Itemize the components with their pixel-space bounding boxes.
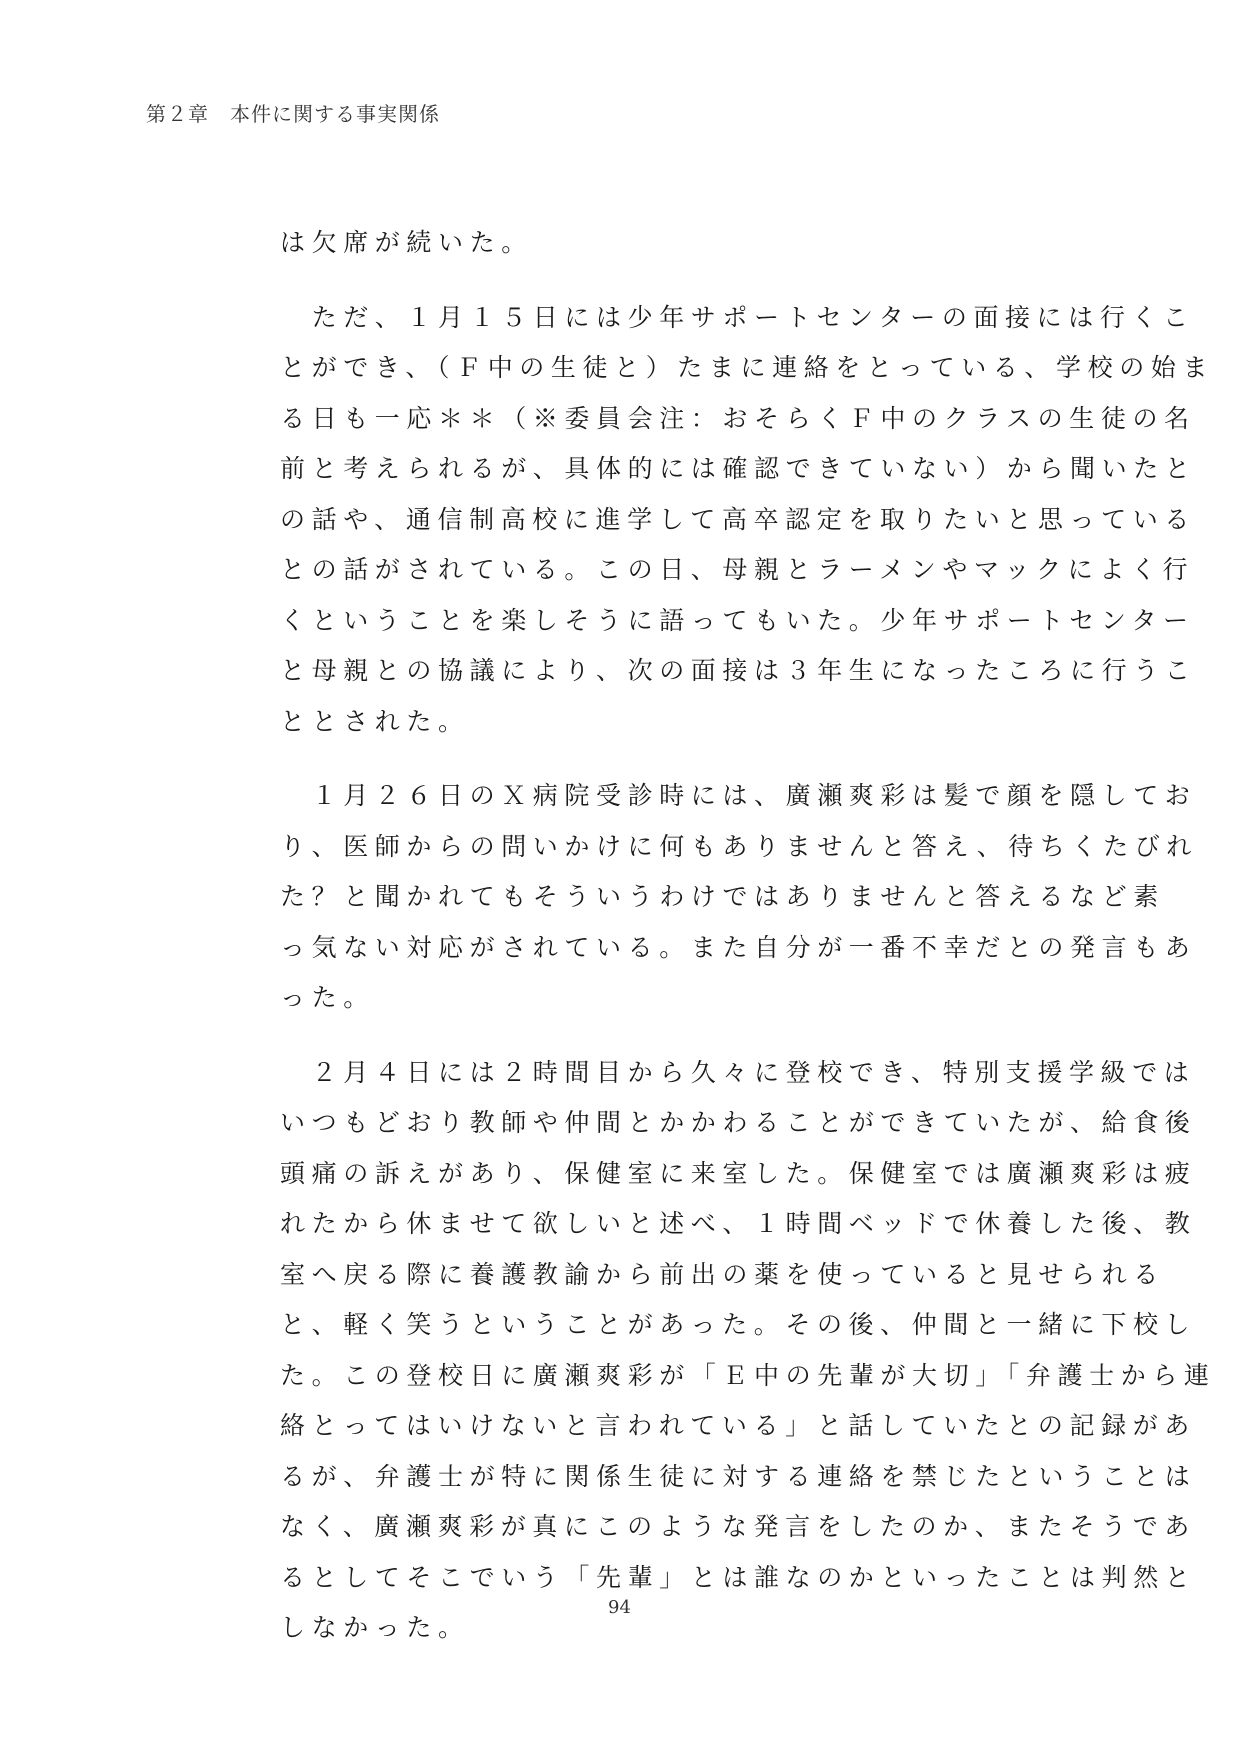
text-line: るとしてそこでいう「先輩」とは誰なのかといったことは判然と — [280, 1562, 1197, 1592]
text-line: とができ、（Ｆ中の生徒と）たまに連絡をとっている、学校の始ま — [280, 353, 1215, 382]
text-line: るが、弁護士が特に関係生徒に対する連絡を禁じたということは — [280, 1461, 1197, 1491]
text-line: た？と聞かれてもそういうわけではありませんと答えるなど素 — [280, 882, 1165, 911]
text-line: ただ、１月１５日には少年サポートセンターの面接には行くこ — [280, 302, 1195, 332]
text-line: る日も一応＊＊（※委員会注：おそらくＦ中のクラスの生徒の名 — [280, 403, 1196, 433]
text-line: なく、廣瀬爽彩が真にこのような発言をしたのか、またそうであ — [280, 1512, 1196, 1541]
text-line: いつもどおり教師や仲間とかかわることができていたが、給食後 — [280, 1108, 1197, 1137]
page-number: 94 — [608, 1597, 631, 1618]
text-line: り、医師からの問いかけに何もありませんと答え、待ちくたびれ — [280, 831, 1198, 861]
body-text — [280, 218, 1216, 1654]
text-line: った。 — [280, 983, 375, 1012]
paragraph-gap — [280, 1024, 1050, 1048]
text-line: ２月４日には２時間目から久々に登校でき、特別支援学級では — [280, 1057, 1196, 1087]
text-line: た。この登校日に廣瀬爽彩が「Ｅ中の先輩が大切」「弁護士から連 — [280, 1360, 1216, 1390]
text-line: 頭痛の訴えがあり、保健室に来室した。保健室では廣瀬爽彩は疲 — [280, 1158, 1197, 1188]
text-line: と、軽く笑うということがあった。その後、仲間と一緒に下校し — [280, 1310, 1197, 1339]
paragraph-gap — [280, 747, 1050, 771]
running-header: 第２章 本件に関する事実関係 — [146, 102, 440, 126]
text-line: っ気ない対応がされている。また自分が一番不幸だとの発言もあ — [280, 932, 1197, 962]
text-line: れたから休ませて欲しいと述べ、１時間ベッドで休養した後、教 — [280, 1209, 1197, 1238]
text-line: くということを楽しそうに語ってもいた。少年サポートセンター — [280, 605, 1195, 635]
paragraph-gap — [280, 269, 1050, 293]
text-line: １月２６日のＸ病院受診時には、廣瀬爽彩は髪で顔を隠してお — [280, 781, 1197, 810]
text-line: しなかった。 — [280, 1613, 470, 1642]
text-line: の話や、通信制高校に進学して高卒認定を取りたいと思っている — [280, 504, 1196, 534]
text-line: は欠席が続いた。 — [280, 228, 533, 257]
text-line: ととされた。 — [280, 706, 470, 736]
text-line: 絡とってはいけないと言われている」と話していたとの記録があ — [280, 1411, 1196, 1440]
text-line: と母親との協議により、次の面接は３年生になったころに行うこ — [280, 656, 1197, 685]
text-line: との話がされている。この日、母親とラーメンやマックによく行 — [280, 555, 1195, 584]
text-line: 室へ戻る際に養護教諭から前出の薬を使っていると見せられる — [280, 1259, 1165, 1289]
text-line: 前と考えられるが、具体的には確認できていない）から聞いたと — [280, 454, 1197, 483]
